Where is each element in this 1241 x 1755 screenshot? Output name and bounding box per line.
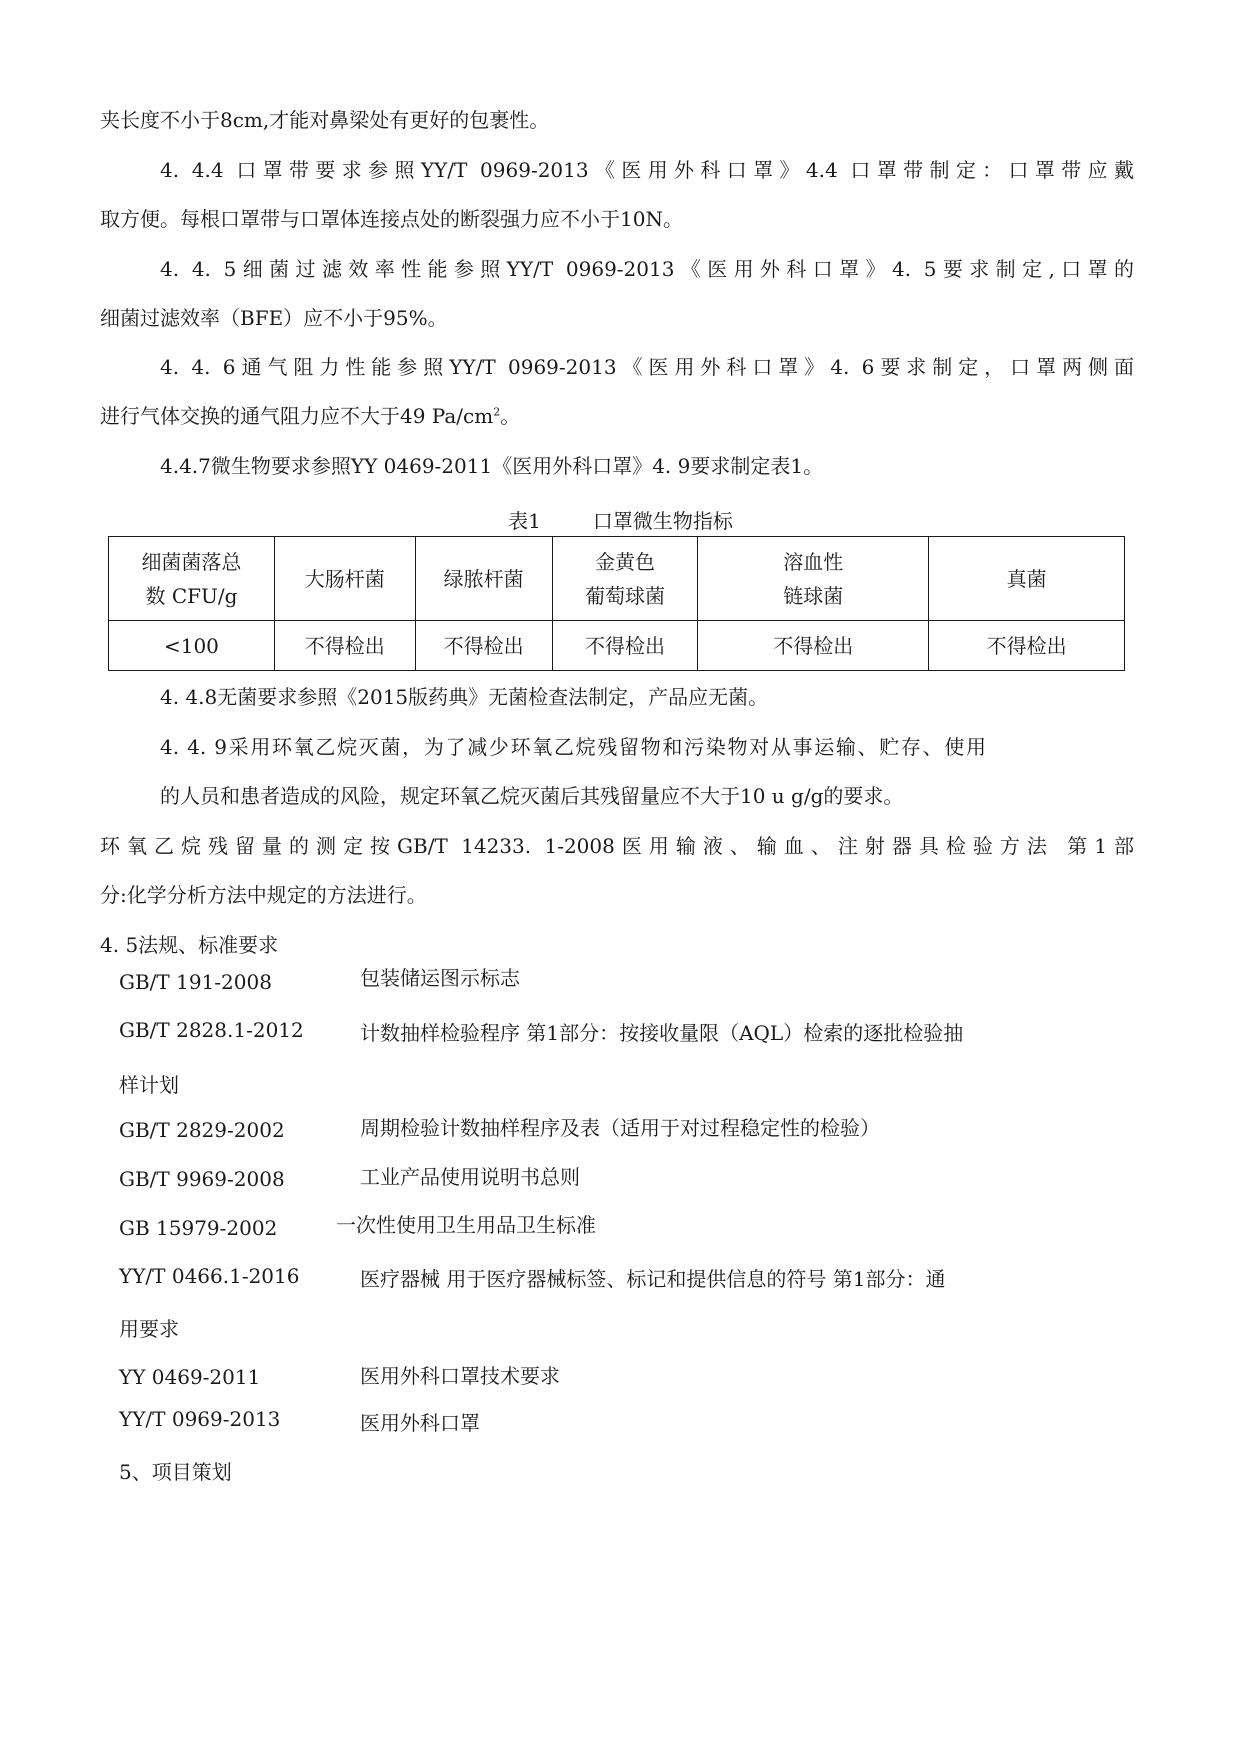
superscript: 2 — [493, 405, 501, 419]
table-cell: 不得检出 — [698, 621, 929, 671]
paragraph-line: 4. 4. 9采用环氧乙烷灭菌，为了减少环氧乙烷残留物和污染物对从事运输、贮存、使用 — [160, 735, 986, 759]
paragraph-line: 4.4.7微生物要求参照YY 0469-2011《医用外科口罩》4. 9要求制定表1。 — [160, 454, 824, 478]
paragraph-line: 细菌过滤效率（BFE）应不小于95%。 — [100, 306, 448, 330]
table-cell: 不得检出 — [552, 621, 698, 671]
table-caption — [0, 508, 1241, 534]
paragraph-line: 分:化学分析方法中规定的方法进行。 — [100, 883, 427, 907]
header-cell: 金黄色 葡萄球菌 — [552, 537, 698, 621]
standard-desc: 包装储运图示标志 — [360, 966, 520, 990]
paragraph-line: 4. 4.8无菌要求参照《2015版药典》无菌检查法制定，产品应无菌。 — [160, 685, 769, 709]
table-title: 口罩微生物指标 — [592, 509, 733, 533]
paragraph-line: 的人员和患者造成的风险，规定环氧乙烷灭菌后其残留量应不大于10 u g/g的要求。 — [160, 784, 904, 808]
section-heading: 4. 5法规、标准要求 — [100, 933, 279, 957]
table-cell: <100 — [109, 621, 275, 671]
standard-desc: 医用外科口罩技术要求 — [360, 1364, 560, 1388]
paragraph-line: 4. 4.4 口罩带要求参照YY/T 0969-2013《医用外科口罩》4.4 口罩带制定：口罩带应戴 — [160, 158, 1134, 182]
standard-code: YY/T 0466.1-2016 — [119, 1264, 300, 1288]
paragraph-line: 夹长度不小于8cm,才能对鼻梁处有更好的包裹性。 — [100, 108, 550, 132]
paragraph-line: 4. 4. 6通气阻力性能参照YY/T 0969-2013《医用外科口罩》4. 6要求制定，口罩两侧面 — [160, 355, 1134, 379]
standard-desc: 一次性使用卫生用品卫生标准 — [336, 1213, 596, 1237]
standard-code: GB/T 2828.1-2012 — [119, 1018, 304, 1042]
table-cell: 不得检出 — [415, 621, 552, 671]
paragraph-line — [100, 403, 520, 429]
standard-desc: 医疗器械 用于医疗器械标签、标记和提供信息的符号 第1部分：通 — [360, 1267, 946, 1291]
standard-code: GB 15979-2002 — [119, 1216, 278, 1240]
standard-code: GB/T 9969-2008 — [119, 1167, 285, 1191]
paragraph-line: 取方便。每根口罩带与口罩体连接点处的断裂强力应不小于10N。 — [100, 207, 683, 231]
standard-desc: 计数抽样检验程序 第1部分：按接收量限（AQL）检索的逐批检验抽 — [360, 1021, 964, 1045]
paragraph-line: 4. 4. 5细菌过滤效率性能参照YY/T 0969-2013《医用外科口罩》4. 5要求制定,口罩的 — [160, 257, 1134, 281]
standard-code: GB/T 2829-2002 — [119, 1118, 285, 1142]
standard-code: YY/T 0969-2013 — [119, 1407, 281, 1431]
standard-desc: 医用外科口罩 — [360, 1411, 480, 1435]
header-cell: 细菌菌落总 数 CFU/g — [109, 537, 275, 621]
standard-code: GB/T 191-2008 — [119, 970, 272, 994]
header-cell: 大肠杆菌 — [274, 537, 415, 621]
table-cell: 不得检出 — [929, 621, 1125, 671]
table-cell: 不得检出 — [274, 621, 415, 671]
header-cell: 溶血性 链球菌 — [698, 537, 929, 621]
standard-desc-cont: 样计划 — [119, 1073, 179, 1097]
paragraph-line: 环氧乙烷残留量的测定按GB/T 14233. 1-2008医用输液、输血、注射器具检验方法 第1部 — [100, 834, 1134, 858]
standard-code: YY 0469-2011 — [119, 1365, 261, 1389]
standard-desc-cont: 用要求 — [119, 1317, 179, 1341]
paragraph-text: 进行气体交换的通气阻力应不大于49 Pa/cm — [100, 404, 494, 428]
section-heading: 5、项目策划 — [119, 1460, 232, 1484]
standard-desc: 工业产品使用说明书总则 — [360, 1165, 580, 1189]
table-number: 表1 — [508, 509, 541, 533]
standard-desc: 周期检验计数抽样程序及表（适用于对过程稳定性的检验） — [360, 1116, 880, 1140]
microbial-table — [108, 536, 1125, 671]
header-cell: 绿脓杆菌 — [415, 537, 552, 621]
table-row — [109, 621, 1125, 671]
paragraph-end: 。 — [500, 404, 521, 428]
table-header-row — [109, 537, 1125, 621]
header-cell: 真菌 — [929, 537, 1125, 621]
